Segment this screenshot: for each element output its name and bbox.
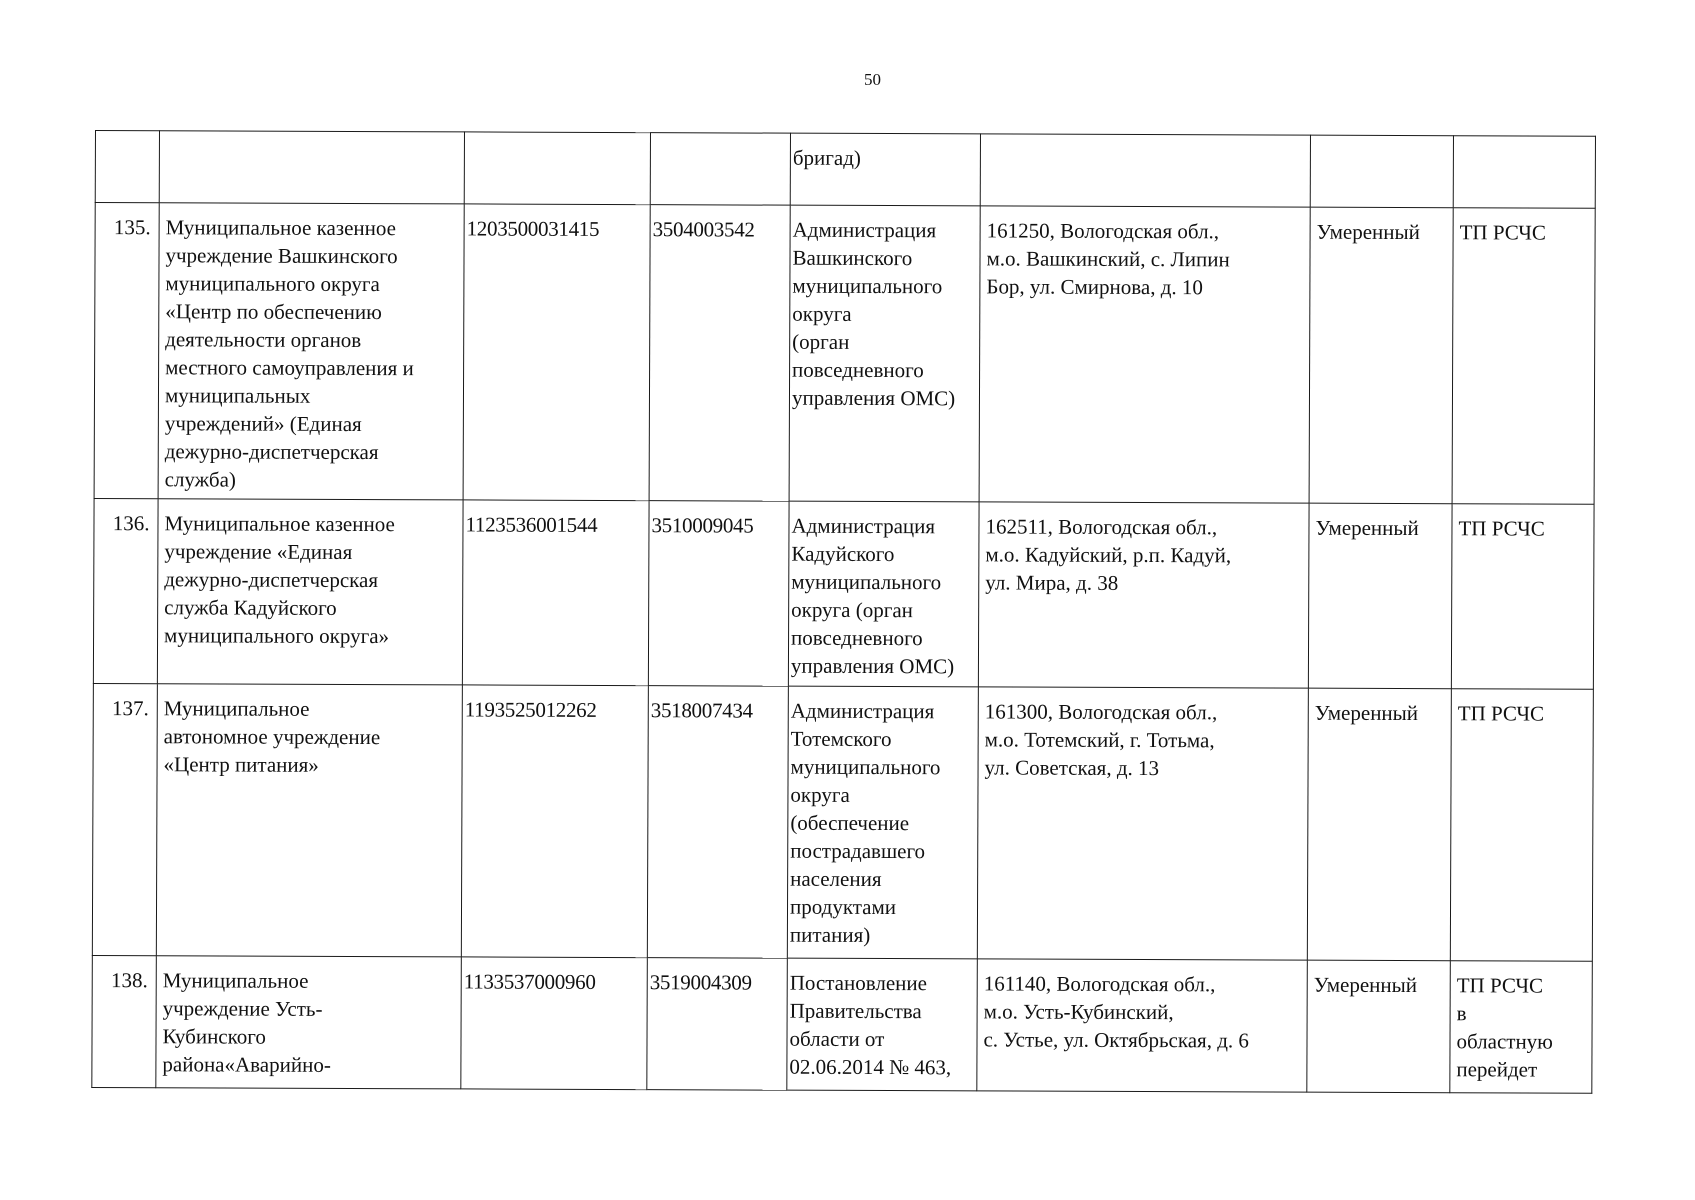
basis-text: бригад) [792,145,861,170]
cell-basis [790,133,980,206]
registry-table-wrapper [91,130,1595,1094]
cell-ogrn [461,957,648,1090]
cell-subsystem [1452,208,1595,505]
inn-code: 3504003542 [652,217,755,242]
address-text: 161140, Вологодская обл., м.о. Усть-Кубинский, с. Устье, ул. Октябрьская, д. 6 [983,971,1249,1053]
inn-code: 3518007434 [650,698,753,723]
cell-subsystem [1451,504,1594,690]
cell-num [93,498,158,683]
cell-num [95,131,159,203]
subsystem-text: ТП РСЧС [1459,220,1546,245]
cell-name [158,203,464,500]
cell-name [156,684,462,957]
table-row-continuation [95,131,1595,209]
cell-level [1307,960,1451,1093]
table-row [92,955,1592,1093]
table-row [94,203,1595,505]
cell-ogrn [464,132,650,205]
cell-level [1309,207,1453,504]
basis-text: Администрация Кадуйского муниципального округа (орган повседневного управления ОМС) [790,513,955,679]
cell-inn [647,958,788,1091]
level-text: Умеренный [1316,219,1420,245]
row-number: 136. [112,511,150,536]
subsystem-text: ТП РСЧС [1458,516,1545,541]
cell-ogrn [462,500,649,686]
cell-address [977,959,1308,1092]
cell-subsystem [1453,136,1595,209]
organization-name: Муниципальное учреждение Усть- Кубинского района«Аварийно- [162,968,331,1077]
inn-code: 3519004309 [649,970,752,995]
cell-address [978,502,1309,688]
cell-basis [787,958,978,1091]
address-text: 162511, Вологодская обл., м.о. Кадуйский, р.п. Кадуй, ул. Мира, д. 38 [985,514,1232,595]
table-row [92,683,1593,961]
registry-table [91,130,1596,1094]
level-text: Умеренный [1315,515,1419,541]
ogrn-code: 1123536001544 [465,512,598,537]
level-text: Умеренный [1314,700,1419,726]
cell-num [92,683,157,955]
cell-level [1308,503,1452,689]
cell-name [157,499,463,685]
cell-basis [787,686,978,959]
cell-level [1310,135,1453,208]
cell-inn [648,501,789,687]
level-text: Умеренный [1313,972,1418,998]
cell-ogrn [461,685,648,958]
organization-name: Муниципальное казенное учреждение Вашкинского муниципального округа «Центр по обеспечению деятельности органов местного самоуправления и муниципальных учреждений» (Единая дежурно-диспетчерская служба) [164,215,414,492]
cell-ogrn [463,204,650,501]
ogrn-code: 1133537000960 [463,969,596,994]
cell-name [156,956,462,1089]
row-number: 135. [113,215,151,240]
basis-text: Администрация Тотемского муниципального округа (обеспечение пострадавшего населения продуктами питания) [789,698,941,947]
address-text: 161250, Вологодская обл., м.о. Вашкинский, с. Липин Бор, ул. Смирнова, д. 10 [986,218,1230,300]
inn-code: 3510009045 [651,513,754,538]
address-text: 161300, Вологодская обл., м.о. Тотемский, г. Тотьма, ул. Советская, д. 13 [984,699,1218,781]
cell-address [977,687,1308,960]
cell-basis [788,501,979,687]
table-row [93,498,1594,689]
cell-name [159,131,464,204]
organization-name: Муниципальное автономное учреждение «Центр питания» [163,696,381,777]
subsystem-text: ТП РСЧС в областную перейдет [1456,973,1553,1082]
subsystem-text: ТП РСЧС [1457,701,1545,726]
cell-subsystem [1450,961,1593,1094]
basis-text: Администрация Вашкинского муниципального округа (орган повседневного управления ОМС) [791,217,956,411]
cell-inn [647,686,788,959]
cell-inn [650,133,790,206]
organization-name: Муниципальное казенное учреждение «Единая дежурно-диспетчерская служба Кадуйского муниципального округа» [164,511,395,649]
page-number: 50 [864,70,881,89]
cell-num [94,203,159,499]
cell-num [92,955,157,1087]
cell-address [979,206,1310,503]
row-number: 137. [111,696,149,721]
cell-subsystem [1450,689,1593,962]
basis-text: Постановление Правительства области от 02.06.2014 № 463, [789,970,952,1080]
cell-inn [649,205,790,502]
cell-address [980,134,1310,207]
ogrn-code: 1203500031415 [466,216,600,241]
cell-basis [789,205,980,502]
cell-level [1307,688,1451,961]
row-number: 138. [110,968,148,993]
ogrn-code: 1193525012262 [464,697,597,722]
